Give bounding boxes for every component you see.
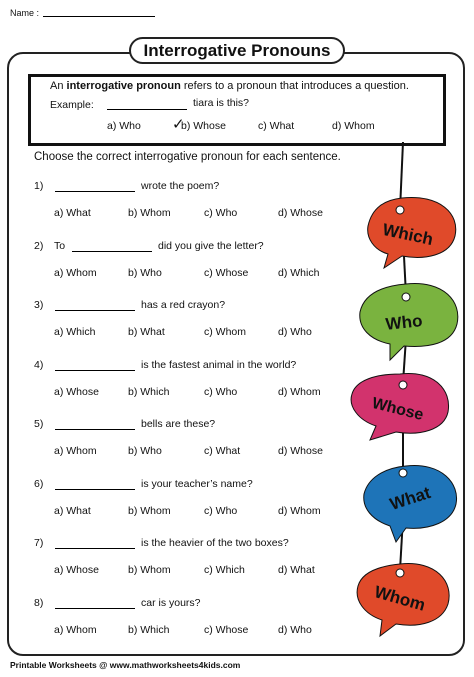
answer-option[interactable]: d) Whose [278,445,323,457]
answer-option[interactable]: a) Whom [54,445,97,457]
answer-option[interactable]: c) Who [204,207,238,219]
answer-option[interactable]: c) Whom [204,326,246,338]
answer-option[interactable]: d) Whom [278,505,321,517]
answer-option[interactable]: a) Whose [54,386,99,398]
answer-option[interactable]: b) Which [128,624,170,636]
answer-blank[interactable] [72,251,152,252]
answer-option[interactable]: a) Which [54,326,96,338]
answer-option[interactable]: c) Which [204,564,245,576]
example-option-b: ✓ b) Whose [172,116,226,133]
answer-option[interactable]: b) Who [128,445,162,457]
footer-prefix: Printable Worksheets @ [10,660,108,670]
question-text: car is yours? [141,597,201,609]
question-number: 4) [34,359,44,371]
answer-option[interactable]: d) Whom [278,386,321,398]
answer-option[interactable]: c) What [204,445,241,457]
checkmark-icon: ✓ [172,116,185,133]
answer-blank[interactable] [55,310,135,311]
example-option-a: a) Who [107,120,141,132]
definition-prefix: An [50,80,64,92]
answer-blank[interactable] [55,191,135,192]
answer-option[interactable]: b) Which [128,386,170,398]
question-text: is the fastest animal in the world? [141,359,297,371]
speech-bubble-whose [351,373,448,440]
answer-option[interactable]: b) Whom [128,207,171,219]
answer-option[interactable]: a) Whom [54,267,97,279]
answer-option[interactable]: d) Who [278,326,312,338]
answer-option[interactable]: c) Whose [204,624,249,636]
speech-bubble-whom [357,564,449,636]
answer-option[interactable]: c) Who [204,505,238,517]
question-number: 8) [34,597,44,609]
speech-bubble-which [368,197,456,268]
answer-option[interactable]: b) Whom [128,505,171,517]
answer-blank[interactable] [55,489,135,490]
question-text-before: To [54,240,66,252]
answer-option[interactable]: b) Whom [128,564,171,576]
bubble-label-what: What [387,483,433,514]
answer-option[interactable]: c) Who [204,386,238,398]
answer-option[interactable]: a) What [54,207,91,219]
bubble-label-who: Who [384,311,424,334]
name-field [10,8,155,18]
question-number: 3) [34,299,44,311]
bubble-label-whose: Whose [370,394,426,425]
question-number: 6) [34,478,44,490]
instruction-text: Choose the correct interrogative pronoun for each sentence. [34,151,341,163]
question-text: did you give the letter? [158,240,264,252]
name-blank-line[interactable] [43,16,155,17]
answer-option[interactable]: c) Whose [204,267,249,279]
example-option-d: d) Whom [332,120,375,132]
answer-option[interactable]: d) Which [278,267,320,279]
question-text: is your teacher’s name? [141,478,253,490]
speech-bubble-column [340,140,470,650]
question-text: wrote the poem? [141,180,220,192]
question-number: 1) [34,180,44,192]
example-option-c: c) What [258,120,295,132]
definition-suffix: refers to a pronoun that introduces a question. [183,80,409,92]
answer-blank[interactable] [55,370,135,371]
speech-bubble-who [360,284,458,360]
definition-text [50,80,409,92]
question-number: 5) [34,418,44,430]
example-label: Example: [50,99,94,111]
example-blank [107,109,187,110]
footer-site-link[interactable]: www.mathworksheets4kids.com [109,660,241,670]
question-text: bells are these? [141,418,216,430]
question-text: has a red crayon? [141,299,226,311]
answer-option[interactable]: b) What [128,326,165,338]
worksheet-title: Interrogative Pronouns [129,37,345,64]
answer-blank[interactable] [55,608,135,609]
example-sentence: tiara is this? [193,97,250,109]
footer [10,660,240,670]
answer-blank[interactable] [55,429,135,430]
answer-option[interactable]: d) Who [278,624,312,636]
answer-option[interactable]: d) Whose [278,207,323,219]
name-label: Name : [10,8,40,18]
definition-term: interrogative pronoun [66,80,181,92]
question-number: 7) [34,537,44,549]
answer-blank[interactable] [55,548,135,549]
question-text: is the heavier of the two boxes? [141,537,289,549]
question-number: 2) [34,240,44,252]
answer-option[interactable]: a) Whom [54,624,97,636]
speech-bubble-what [364,466,457,542]
answer-option[interactable]: d) What [278,564,315,576]
answer-option[interactable]: b) Who [128,267,162,279]
bubble-label-whom: Whom [372,582,428,615]
bubble-label-which: Which [380,219,435,250]
answer-option[interactable]: a) What [54,505,91,517]
answer-option[interactable]: a) Whose [54,564,99,576]
